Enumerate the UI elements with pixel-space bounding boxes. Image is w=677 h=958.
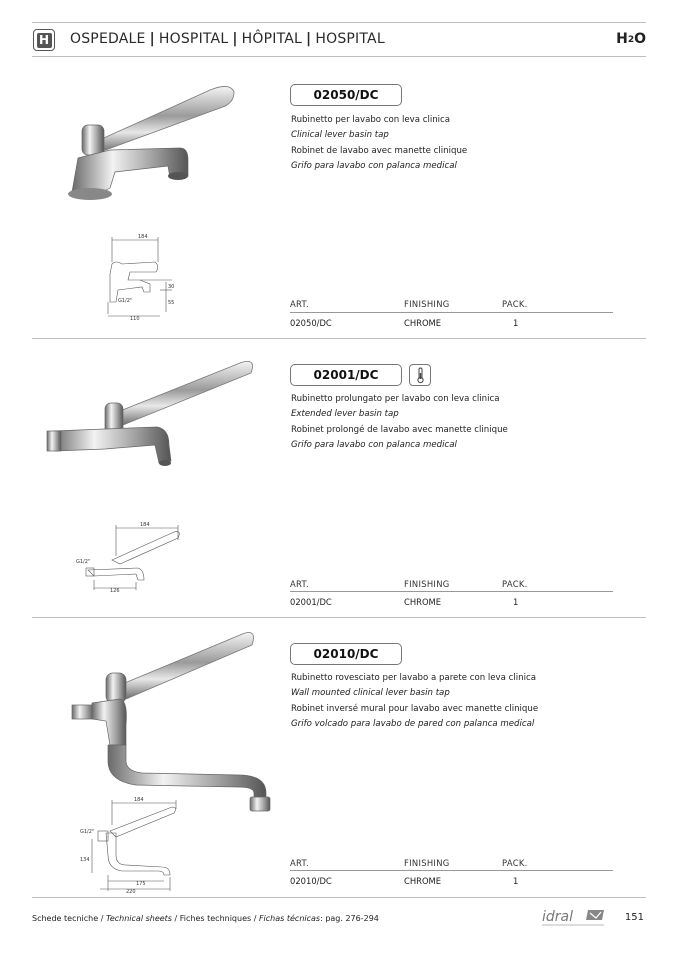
extended-lever-tap-photo bbox=[45, 355, 260, 475]
col-header-art: ART. bbox=[290, 579, 309, 589]
table-rule bbox=[290, 870, 613, 871]
col-header-finishing: FINISHING bbox=[404, 299, 450, 309]
col-header-art: ART. bbox=[290, 858, 309, 868]
svg-text:G1/2": G1/2" bbox=[76, 559, 91, 565]
svg-text:110: 110 bbox=[130, 316, 140, 320]
svg-text:220: 220 bbox=[126, 889, 136, 893]
svg-text:idral: idral bbox=[542, 909, 574, 925]
h2o-brand: $H_2O$ bbox=[616, 31, 646, 47]
top-rule bbox=[32, 22, 646, 23]
pack-value: 1 bbox=[513, 318, 519, 328]
art-value: 02001/DC bbox=[290, 597, 332, 607]
page-number: 151 bbox=[624, 912, 644, 923]
col-header-pack: PACK. bbox=[502, 299, 528, 309]
lever-basin-tap-photo bbox=[60, 80, 250, 210]
page-title: OSPEDALE | HOSPITAL | HÔPITAL | HOSPITAL bbox=[70, 31, 385, 47]
finishing-value: CHROME bbox=[404, 318, 442, 328]
art-value: 02050/DC bbox=[290, 318, 332, 328]
col-header-pack: PACK. bbox=[502, 858, 528, 868]
product-code: 02050/DC bbox=[290, 84, 402, 106]
col-header-pack: PACK. bbox=[502, 579, 528, 589]
svg-text:G1/2": G1/2" bbox=[80, 829, 95, 835]
section-rule bbox=[32, 617, 646, 618]
pack-value: 1 bbox=[513, 876, 519, 886]
col-header-finishing: FINISHING bbox=[404, 579, 450, 589]
header-rule bbox=[32, 56, 646, 57]
pack-value: 1 bbox=[513, 597, 519, 607]
art-value: 02010/DC bbox=[290, 876, 332, 886]
svg-text:184: 184 bbox=[134, 797, 144, 803]
product-description: Rubinetto rovesciato per lavabo a parete con leva clinica Wall mounted clinical lever basin tap Robinet inversé mural pour lavabo avec manette clinique Grifo volcado para lavabo de pared con palanca medical bbox=[291, 673, 539, 730]
svg-text:30: 30 bbox=[168, 284, 175, 290]
svg-text:126: 126 bbox=[110, 588, 120, 592]
finishing-value: CHROME bbox=[404, 597, 442, 607]
svg-text:134: 134 bbox=[80, 857, 90, 863]
idral-logo bbox=[540, 906, 606, 928]
product-description: Rubinetto prolungato per lavabo con leva clinica Extended lever basin tap Robinet prolongé de lavabo avec manette clinique Grifo para lavabo con palanca medical bbox=[291, 394, 508, 451]
wall-mounted-tap-photo bbox=[70, 625, 275, 820]
table-rule bbox=[290, 591, 613, 592]
section-rule bbox=[32, 338, 646, 339]
table-rule bbox=[290, 312, 613, 313]
svg-text:55: 55 bbox=[168, 300, 175, 306]
technical-drawing-2 bbox=[74, 520, 184, 592]
col-header-art: ART. bbox=[290, 299, 309, 309]
footer-rule bbox=[32, 897, 646, 898]
finishing-value: CHROME bbox=[404, 876, 442, 886]
product-code: 02001/DC bbox=[290, 364, 402, 386]
technical-drawing-3 bbox=[78, 795, 180, 893]
technical-sheets-reference: Schede tecniche / Technical sheets / Fiches techniques / Fichas técnicas: pag. 276-294 bbox=[32, 914, 379, 923]
product-description: Rubinetto per lavabo con leva clinica Clinical lever basin tap Robinet de lavabo avec manette clinique Grifo para lavabo con palanca medical bbox=[291, 115, 468, 172]
svg-text:G1/2": G1/2" bbox=[118, 298, 133, 304]
thermometer-icon bbox=[409, 364, 431, 386]
col-header-finishing: FINISHING bbox=[404, 858, 450, 868]
product-code: 02010/DC bbox=[290, 643, 402, 665]
technical-drawing-1 bbox=[100, 232, 180, 320]
svg-text:175: 175 bbox=[136, 881, 146, 887]
svg-text:184: 184 bbox=[140, 522, 150, 528]
svg-text:184: 184 bbox=[138, 234, 148, 240]
hospital-badge-icon: H bbox=[33, 29, 55, 51]
